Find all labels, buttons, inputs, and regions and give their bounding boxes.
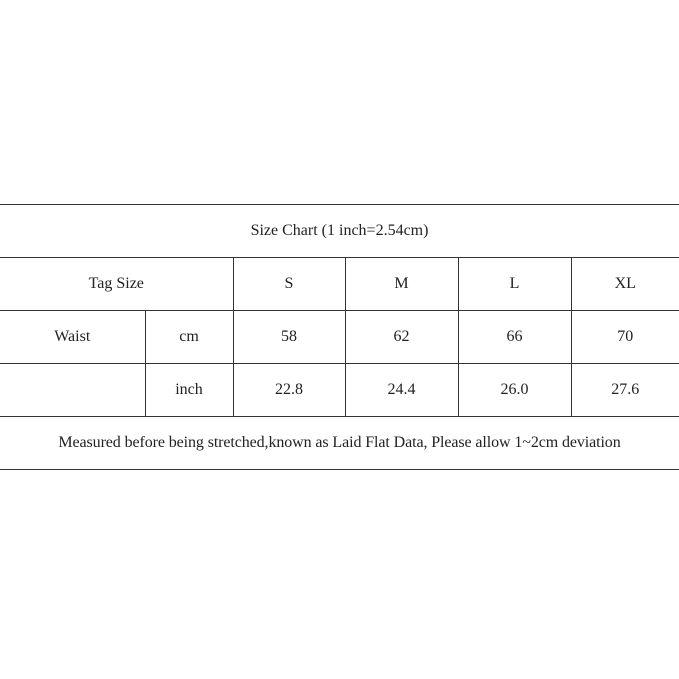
value-cell: 22.8: [233, 364, 345, 417]
size-xl-header: XL: [571, 258, 679, 311]
size-s-header: S: [233, 258, 345, 311]
value-cell: 58: [233, 311, 345, 364]
tag-size-label: Tag Size: [0, 258, 233, 311]
value-cell: 66: [458, 311, 571, 364]
size-l-header: L: [458, 258, 571, 311]
value-cell: 27.6: [571, 364, 679, 417]
value-cell: 24.4: [345, 364, 458, 417]
value-cell: 62: [345, 311, 458, 364]
table-row: [0, 311, 679, 364]
size-chart-table: [0, 204, 679, 470]
deviation-note: Measured before being stretched,known as Laid Flat Data, Please allow 1~2cm deviation: [0, 417, 679, 470]
size-chart-title: Size Chart (1 inch=2.54cm): [0, 205, 679, 258]
measure-label: Waist: [0, 311, 145, 364]
measure-label: [0, 364, 145, 417]
note-row: [0, 417, 679, 470]
unit-label: cm: [145, 311, 233, 364]
unit-label: inch: [145, 364, 233, 417]
table-row: [0, 364, 679, 417]
header-row: [0, 258, 679, 311]
title-row: [0, 205, 679, 258]
value-cell: 26.0: [458, 364, 571, 417]
size-m-header: M: [345, 258, 458, 311]
value-cell: 70: [571, 311, 679, 364]
